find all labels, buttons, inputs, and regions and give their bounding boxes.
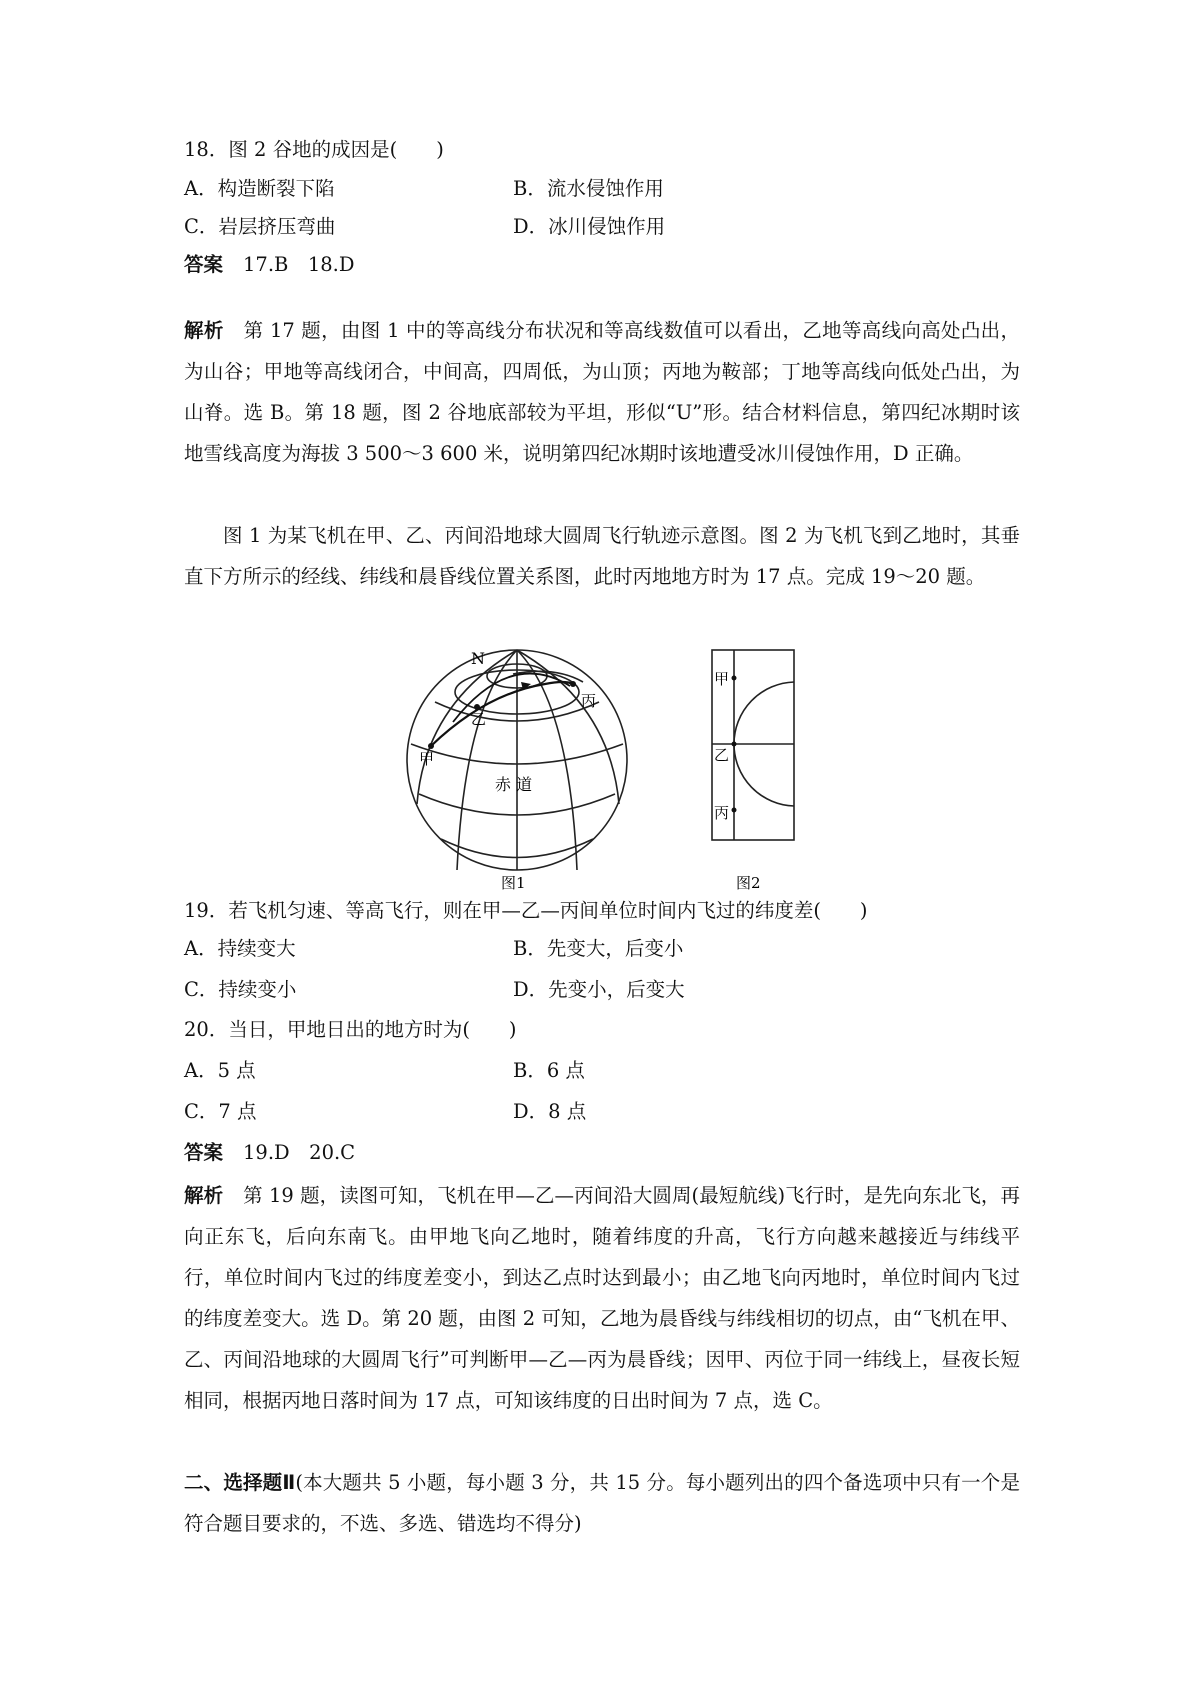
fig2-label-yi: 乙 — [714, 746, 730, 764]
explanation-17-18 — [184, 310, 1020, 474]
explanation-19-20 — [184, 1175, 1020, 1421]
intro-paragraph: 图 1 为某飞机在甲、乙、丙间沿地球大圆周飞行轨迹示意图。图 2 为飞机飞到乙地时，其垂直下方所示的经线、纬线和晨昏线位置关系图，此时丙地地方时为 17 点。完成 19～20 题。 — [184, 524, 1020, 588]
explanation-label: 解析 — [184, 1184, 224, 1207]
q18-option-c: C．岩层挤压弯曲 — [184, 215, 336, 238]
answer-19-20 — [184, 1140, 355, 1166]
fig1-label-bing: 丙 — [581, 692, 597, 710]
explanation-label: 解析 — [184, 319, 224, 342]
q19-option-d: D．先变小，后变大 — [513, 978, 685, 1001]
q20-option-d: D．8 点 — [513, 1100, 587, 1123]
answer-label: 答案 — [184, 1141, 224, 1164]
q20-stem: 20．当日，甲地日出的地方时为( ) — [184, 1018, 517, 1041]
figure-1-globe — [405, 644, 635, 894]
fig1-caption: 图1 — [501, 874, 526, 892]
fig1-label-jia: 甲 — [419, 750, 435, 768]
fig1-label-n: N — [471, 649, 485, 668]
explanation-text: 第 17 题，由图 1 中的等高线分布状况和等高线数值可以看出，乙地等高线向高处凸出，为山谷；甲地等高线闭合，中间高，四周低，为山顶；丙地为鞍部；丁地等高线向低处凸出，为山脊。选 B。第 18 题，图 2 谷地底部较为平坦，形似“U”形。结合材料信息，第四纪冰期时该地雪线高度为海拔 3 500～3 600 米，说明第四纪冰期时该地遭受冰川侵蚀作用，D 正确。 — [184, 319, 1020, 465]
explanation-text: 第 19 题，读图可知，飞机在甲—乙—丙间沿大圆周(最短航线)飞行时，是先向东北飞，再向正东飞，后向东南飞。由甲地飞向乙地时，随着纬度的升高，飞行方向越来越接近与纬线平行，单位时间内飞过的纬度差变小，到达乙点时达到最小；由乙地飞向丙地时，单位时间内飞过的纬度差变大。选 D。第 20 题，由图 2 可知，乙地为晨昏线与纬线相切的切点，由“飞机在甲、乙、丙间沿地球的大圆周飞行”可判断甲—乙—丙为晨昏线；因甲、丙位于同一纬线上，昼夜长短相同，根据丙地日落时间为 17 点，可知该纬度的日出时间为 7 点，选 C。 — [184, 1184, 1020, 1412]
section-2-heading — [184, 1462, 1020, 1544]
q19-stem: 19．若飞机匀速、等高飞行，则在甲—乙—丙间单位时间内飞过的纬度差( ) — [184, 899, 868, 922]
q18-option-b: B．流水侵蚀作用 — [513, 177, 664, 200]
q19-option-c: C．持续变小 — [184, 978, 297, 1001]
q18-option-a: A．构造断裂下陷 — [184, 177, 335, 200]
fig1-label-yi: 乙 — [471, 710, 487, 728]
fig2-label-jia: 甲 — [714, 670, 730, 688]
q20-option-b: B．6 点 — [513, 1059, 585, 1082]
q19-option-b: B．先变大，后变小 — [513, 937, 684, 960]
q20-option-a: A．5 点 — [184, 1059, 256, 1082]
q20-option-c: C．7 点 — [184, 1100, 257, 1123]
q19-option-a: A．持续变大 — [184, 937, 296, 960]
section-2-label: 二、选择题Ⅱ — [184, 1471, 296, 1494]
q18-option-d: D．冰川侵蚀作用 — [513, 215, 666, 238]
answer-text: 19.D 20.C — [243, 1141, 356, 1164]
answer-17-18 — [184, 252, 355, 278]
fig2-label-bing: 丙 — [714, 804, 730, 822]
fig1-label-equator: 赤 道 — [495, 775, 533, 794]
fig2-caption: 图2 — [736, 874, 761, 892]
q18-stem: 18．图 2 谷地的成因是( ) — [184, 138, 444, 161]
answer-label: 答案 — [184, 253, 224, 276]
answer-text: 17.B 18.D — [243, 253, 355, 276]
figure-2-diagram — [700, 648, 800, 894]
section-2-text: (本大题共 5 小题，每小题 3 分，共 15 分。每小题列出的四个备选项中只有一个是符合题目要求的，不选、多选、错选均不得分) — [184, 1471, 1020, 1535]
